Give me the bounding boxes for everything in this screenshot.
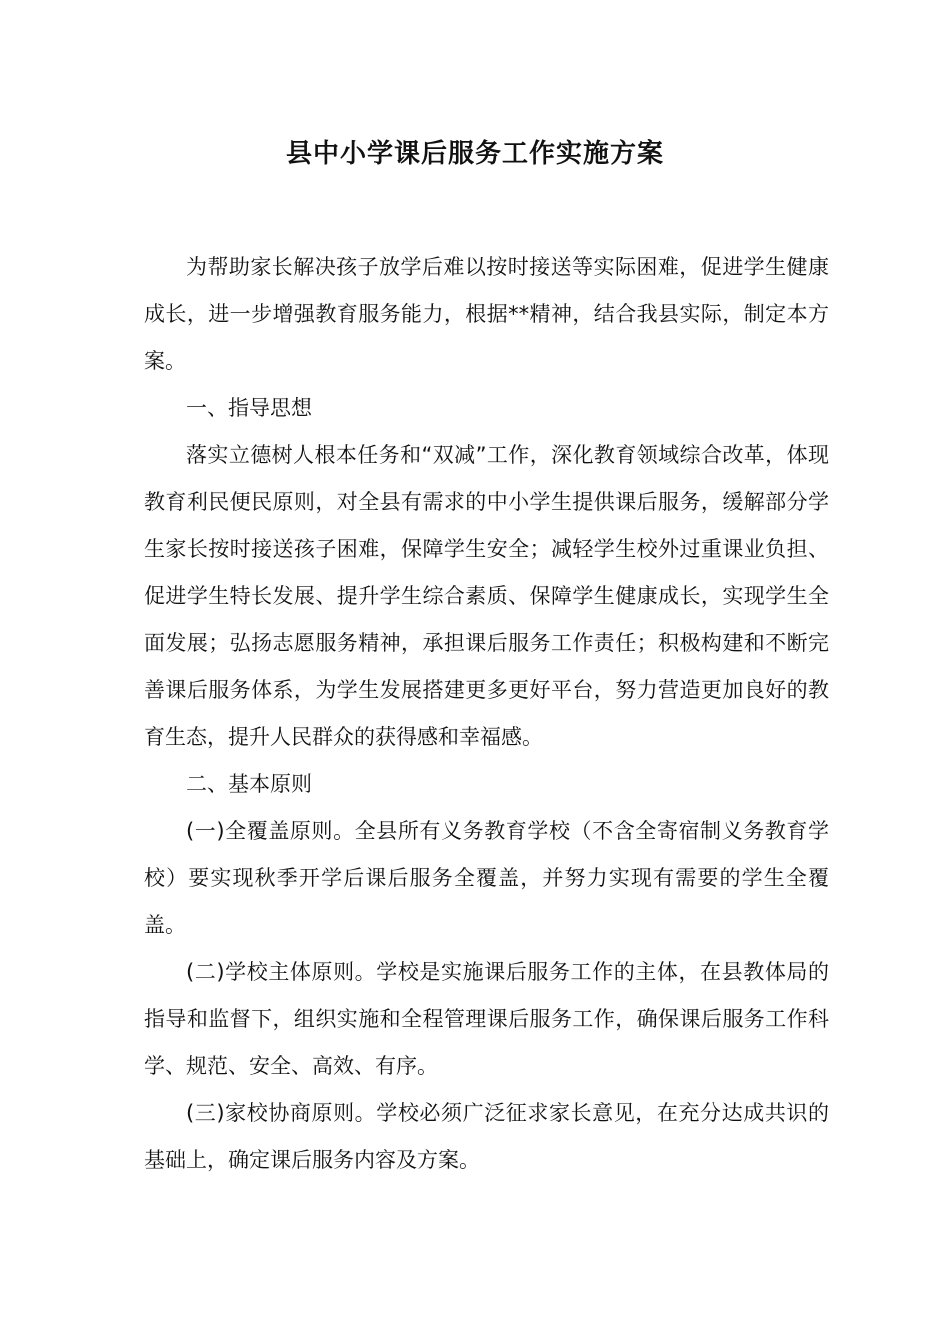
section-heading-basic-principles: 二、基本原则	[186, 772, 312, 796]
principle-home-school-consultation: (三)家校协商原则。学校必须广泛征求家长意见，在充分达成共识的基础上，确定课后服务内容及方案。	[144, 1101, 829, 1172]
section-heading-guiding-ideology: 一、指导思想	[186, 396, 312, 420]
intro-paragraph: 为帮助家长解决孩子放学后难以按时接送等实际困难，促进学生健康成长，进一步增强教育服务能力，根据**精神，结合我县实际，制定本方案。	[144, 255, 829, 373]
guiding-ideology-paragraph: 落实立德树人根本任务和“双减”工作，深化教育领域综合改革，体现教育利民便民原则，对全县有需求的中小学生提供课后服务，缓解部分学生家长按时接送孩子困难，保障学生安全；减轻学生校外过重课业负担、促进学生特长发展、提升学生综合素质、保障学生健康成长，实现学生全面发展；弘扬志愿服务精神，承担课后服务工作责任；积极构建和不断完善课后服务体系，为学生发展搭建更多更好平台，努力营造更加良好的教育生态，提升人民群众的获得感和幸福感。	[144, 443, 829, 749]
document-title: 县中小学课后服务工作实施方案	[285, 139, 664, 169]
principle-full-coverage: (一)全覆盖原则。全县所有义务教育学校（不含全寄宿制义务教育学校）要实现秋季开学后课后服务全覆盖，并努力实现有需要的学生全覆盖。	[144, 819, 829, 937]
document-body	[144, 244, 829, 1184]
principle-school-subject: (二)学校主体原则。学校是实施课后服务工作的主体，在县教体局的指导和监督下，组织实施和全程管理课后服务工作，确保课后服务工作科学、规范、安全、高效、有序。	[144, 960, 829, 1078]
